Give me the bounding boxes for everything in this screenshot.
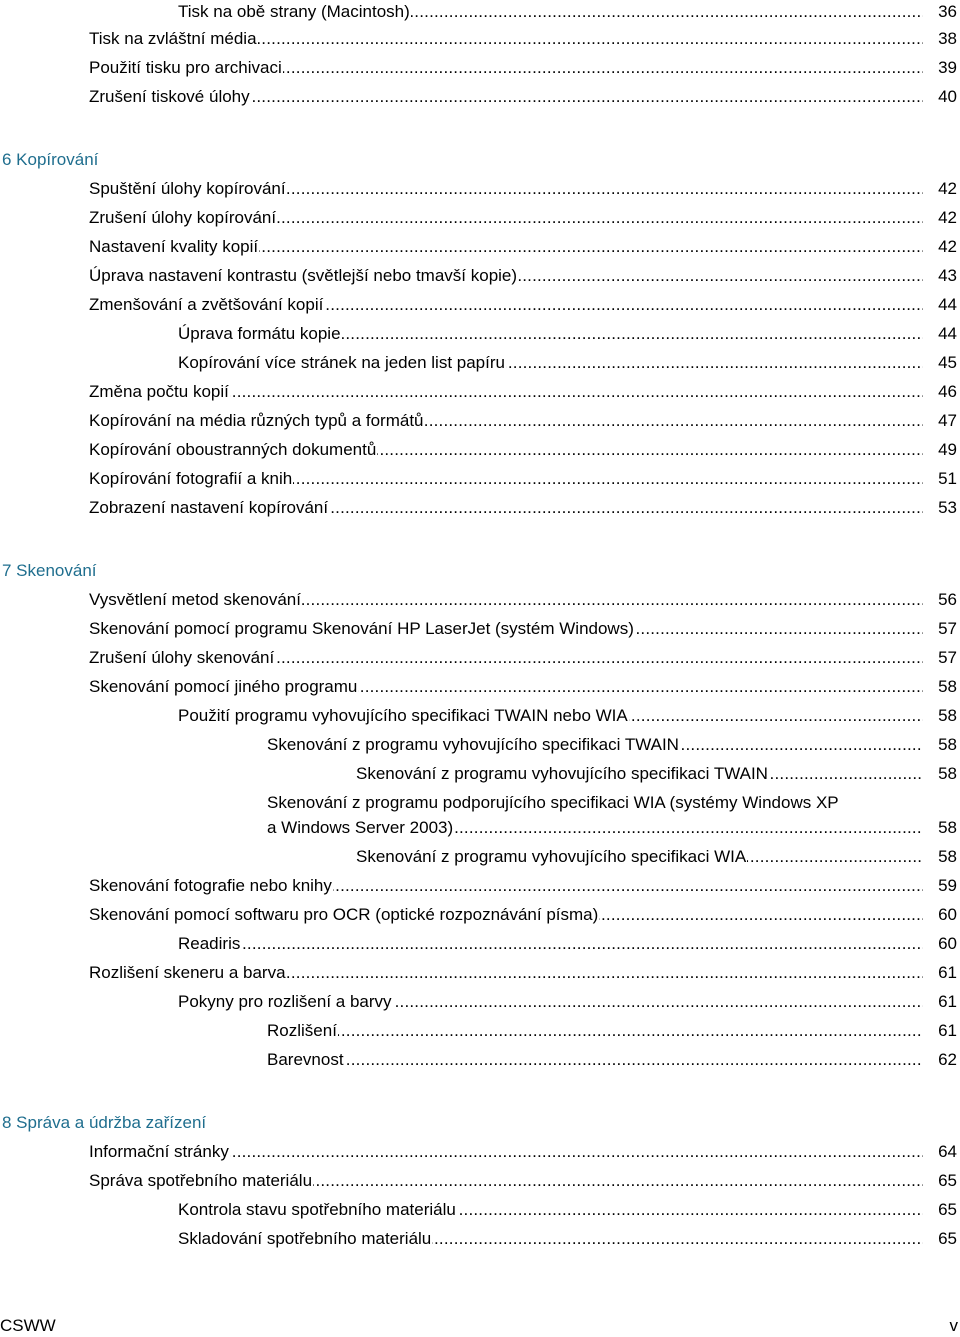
toc-entry[interactable]	[89, 56, 957, 80]
leader-dots	[267, 1019, 923, 1043]
toc-page-number: 36	[927, 0, 957, 24]
toc-page-number: 65	[927, 1198, 957, 1222]
toc-page-number: 39	[927, 56, 957, 80]
toc-entry-title: Změna počtu kopií	[89, 380, 230, 404]
toc-entry-title: Úprava nastavení kontrastu (světlejší nebo tmavší kopie)	[89, 264, 518, 288]
toc-page-number: 58	[927, 816, 957, 840]
toc-entry-title: Použití programu vyhovujícího specifikaci TWAIN nebo WIA	[178, 704, 629, 728]
toc-entry[interactable]	[178, 351, 957, 375]
toc-entry-title: Úprava formátu kopie	[178, 322, 342, 346]
toc-page-number: 58	[927, 733, 957, 757]
toc-entry-title: Skenování pomocí jiného programu	[89, 675, 358, 699]
toc-entry-title: Použití tisku pro archivaci	[89, 56, 283, 80]
toc-page-number: 57	[927, 646, 957, 670]
chapter-heading-8[interactable]: 8 Správa a údržba zařízení	[2, 1113, 207, 1132]
toc-page-number: 42	[927, 177, 957, 201]
toc-entry-title: Rozlišení	[267, 1019, 338, 1043]
toc-entry-title: Kopírování více stránek na jeden list papíru	[178, 351, 506, 375]
toc-entry-title: Rozlišení skeneru a barva	[89, 961, 287, 985]
toc-entry[interactable]	[89, 409, 957, 433]
toc-page-number: 65	[927, 1227, 957, 1251]
toc-entry-title-line-2: a Windows Server 2003)	[267, 816, 454, 840]
toc-entry[interactable]	[89, 264, 957, 288]
toc-entry-title: Tisk na zvláštní média	[89, 27, 258, 51]
toc-entry[interactable]	[89, 874, 957, 898]
toc-page-number: 59	[927, 874, 957, 898]
toc-page-number: 64	[927, 1140, 957, 1164]
toc-entry-title: Skenování pomocí softwaru pro OCR (optické rozpoznávání písma)	[89, 903, 599, 927]
toc-page-number: 61	[927, 990, 957, 1014]
toc-entry-title: Zrušení úlohy skenování	[89, 646, 275, 670]
leader-dots	[267, 1048, 923, 1072]
toc-entry-title: Vysvětlení metod skenování	[89, 588, 302, 612]
toc-entry[interactable]	[178, 990, 957, 1014]
toc-entry[interactable]	[356, 762, 957, 786]
toc-page-number: 43	[927, 264, 957, 288]
toc-entry[interactable]	[267, 1048, 957, 1072]
toc-entry[interactable]	[89, 467, 957, 491]
chapter-heading-6[interactable]: 6 Kopírování	[2, 150, 99, 169]
toc-page-number: 58	[927, 845, 957, 869]
toc-entry[interactable]	[356, 845, 957, 869]
toc-entry[interactable]	[89, 206, 957, 230]
toc-entry[interactable]	[178, 704, 957, 728]
toc-entry-title: Kontrola stavu spotřebního materiálu	[178, 1198, 457, 1222]
toc-page-number: 56	[927, 588, 957, 612]
toc-entry-title: Zrušení tiskové úlohy	[89, 85, 251, 109]
toc-entry[interactable]	[89, 961, 957, 985]
toc-entry[interactable]	[89, 617, 957, 641]
footer-publication-code: CSWW	[0, 1316, 56, 1335]
toc-page-number: 61	[927, 961, 957, 985]
toc-entry[interactable]	[89, 903, 957, 927]
toc-entry[interactable]	[89, 380, 957, 404]
toc-entry-title: Informační stránky	[89, 1140, 230, 1164]
toc-page-number: 53	[927, 496, 957, 520]
toc-page-number: 45	[927, 351, 957, 375]
toc-entry[interactable]	[267, 733, 957, 757]
toc-entry-title: Kopírování na média různých typů a formátů	[89, 409, 425, 433]
toc-page-number: 61	[927, 1019, 957, 1043]
toc-entry-title: Skenování z programu vyhovujícího specifikaci TWAIN	[267, 733, 680, 757]
toc-entry-title	[267, 791, 840, 837]
toc-page-number: 60	[927, 903, 957, 927]
toc-page-number: 40	[927, 85, 957, 109]
chapter-heading-7[interactable]: 7 Skenování	[2, 561, 97, 580]
toc-entry-title: Spuštění úlohy kopírování	[89, 177, 287, 201]
toc-entry-title: Kopírování oboustranných dokumentů	[89, 438, 377, 462]
toc-entry[interactable]	[267, 1019, 957, 1043]
toc-entry[interactable]	[89, 588, 957, 612]
toc-entry[interactable]	[178, 322, 957, 346]
toc-entry[interactable]	[89, 646, 957, 670]
toc-page-number: 58	[927, 704, 957, 728]
toc-entry[interactable]	[89, 27, 957, 51]
toc-page-number: 46	[927, 380, 957, 404]
toc-entry[interactable]	[89, 85, 957, 109]
toc-page-number: 62	[927, 1048, 957, 1072]
toc-entry-title: Tisk na obě strany (Macintosh)	[178, 0, 411, 24]
toc-entry[interactable]	[89, 675, 957, 699]
toc-page-number: 38	[927, 27, 957, 51]
toc-entry-title: Skladování spotřebního materiálu	[178, 1227, 432, 1251]
toc-entry[interactable]	[267, 791, 957, 841]
toc-entry[interactable]	[178, 1198, 957, 1222]
toc-page-number: 42	[927, 206, 957, 230]
toc-page-number: 47	[927, 409, 957, 433]
toc-entry[interactable]	[89, 496, 957, 520]
toc-page-number: 49	[927, 438, 957, 462]
toc-entry-title: Skenování pomocí programu Skenování HP LaserJet (systém Windows)	[89, 617, 635, 641]
toc-page-number: 65	[927, 1169, 957, 1193]
toc-entry-title: Pokyny pro rozlišení a barvy	[178, 990, 393, 1014]
toc-page-number: 60	[927, 932, 957, 956]
toc-entry-title: Barevnost	[267, 1048, 345, 1072]
toc-entry-title: Zmenšování a zvětšování kopií	[89, 293, 324, 317]
toc-entry[interactable]	[89, 293, 957, 317]
toc-entry[interactable]	[89, 1140, 957, 1164]
toc-entry-title: Skenování z programu vyhovujícího specifikaci WIA	[356, 845, 747, 869]
toc-page-number: 44	[927, 293, 957, 317]
toc-entry[interactable]	[89, 177, 957, 201]
toc-entry[interactable]	[178, 932, 957, 956]
toc-entry-title-line-1: Skenování z programu podporujícího specifikaci WIA (systémy Windows XP	[267, 793, 839, 812]
toc-page-number: 44	[927, 322, 957, 346]
toc-entry-title: Readiris	[178, 932, 241, 956]
toc-page-number: 58	[927, 675, 957, 699]
toc-page-number: 51	[927, 467, 957, 491]
toc-entry-title: Skenování z programu vyhovujícího specifikaci TWAIN	[356, 762, 769, 786]
toc-page-number: 58	[927, 762, 957, 786]
leader-dots	[178, 932, 923, 956]
toc-entry-title: Skenování fotografie nebo knihy	[89, 874, 333, 898]
toc-entry[interactable]	[89, 235, 957, 259]
toc-entry[interactable]	[178, 0, 957, 24]
toc-page-number: 42	[927, 235, 957, 259]
toc-entry-title: Kopírování fotografií a knih	[89, 467, 293, 491]
toc-entry[interactable]	[178, 1227, 957, 1251]
toc-entry[interactable]	[89, 438, 957, 462]
toc-entry-title: Nastavení kvality kopií	[89, 235, 259, 259]
toc-page-number: 57	[927, 617, 957, 641]
toc-entry[interactable]	[89, 1169, 957, 1193]
toc-entry-title: Správa spotřebního materiálu	[89, 1169, 313, 1193]
footer-page-number: v	[949, 1316, 958, 1335]
toc-entry-title: Zobrazení nastavení kopírování	[89, 496, 329, 520]
toc-entry-title: Zrušení úlohy kopírování	[89, 206, 277, 230]
